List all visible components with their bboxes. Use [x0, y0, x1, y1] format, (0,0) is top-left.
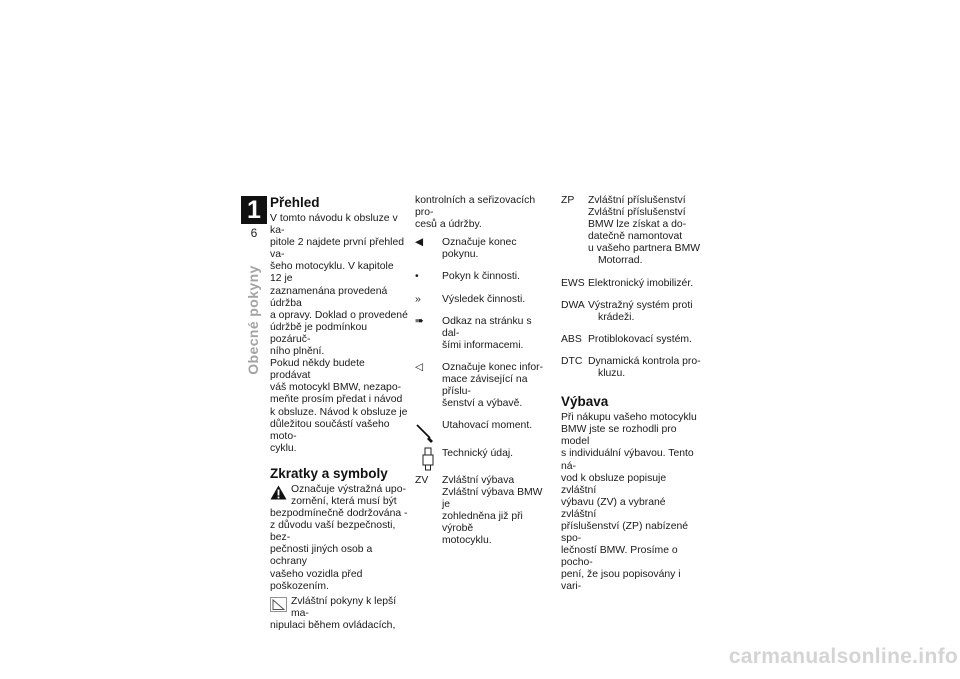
text-line: pečnosti jiných osob a ochrany — [270, 544, 373, 568]
text-line: Zvláštní výbava — [442, 474, 515, 486]
text-line: Utahovací moment. — [442, 420, 533, 432]
text-line: cyklu. — [270, 442, 297, 454]
hint-triangle-icon — [270, 597, 287, 612]
text-line: cesů a údržby. — [415, 219, 482, 231]
abbr-row-ews — [561, 278, 701, 290]
text-line: šími informacemi. — [442, 339, 524, 351]
warning-note — [270, 484, 408, 593]
bullet-icon: • — [415, 271, 419, 283]
text-line: BMW lze získat a do- — [588, 219, 687, 231]
abbr-row-abs — [561, 334, 701, 346]
symbol-row-accessory-end — [415, 362, 550, 410]
abbr-label: EWS — [561, 277, 585, 289]
text-line: bezpodmínečně dodržována - — [270, 508, 408, 520]
accessory-end-icon: ◁ — [415, 361, 423, 373]
text-line: pitole 2 najdete první přehled va- — [270, 237, 405, 261]
text-line: důležitou součástí vašeho moto- — [270, 418, 390, 442]
text-line: motocyklu. — [442, 534, 492, 546]
text-line: Výsledek činnosti. — [442, 293, 526, 305]
equipment-text — [561, 412, 701, 593]
abbr-row-dwa — [561, 300, 701, 324]
text-line: krádeži. — [598, 311, 635, 323]
text-line: s individuální výbavou. Tento ná- — [561, 448, 694, 472]
symbol-row-end-of-section — [415, 237, 550, 261]
text-line: k obsluze. Návod k obsluze je — [270, 406, 408, 418]
heading-overview: Přehled — [270, 195, 320, 210]
heading-abbreviations-symbols: Zkratky a symboly — [270, 465, 388, 481]
abbr-label: DTC — [561, 355, 583, 367]
text-line: zohledněna již při výrobě — [442, 510, 523, 534]
text-line: nipulaci během ovládacích, — [270, 619, 396, 631]
text-line: kontrolních a seřizovacích pro- — [415, 195, 536, 219]
page-reference-arrow-icon: ➠ — [415, 315, 424, 327]
text-line: Zvláštní pokyny k lepší ma- — [291, 595, 397, 619]
text-line: kluzu. — [598, 368, 626, 380]
chapter-number: 1 — [241, 196, 267, 224]
text-line: Motorrad. — [598, 255, 643, 267]
abbr-label: DWA — [561, 299, 585, 311]
text-line: ního plnění. — [270, 346, 325, 358]
text-line: výbavu (ZV) a vybrané zvláštní — [561, 496, 666, 520]
abbr-label: ZV — [415, 474, 429, 486]
hint-note — [270, 596, 408, 632]
abbr-row-zv — [415, 475, 550, 548]
text-line: pení, že jsou popisovány i vari- — [561, 569, 681, 593]
text-line: Pokud někdy budete prodávat — [270, 358, 365, 382]
text-line: údržbě je podmínkou pozáruč- — [270, 321, 368, 345]
warning-triangle-icon — [270, 485, 287, 500]
symbol-row-technical-data — [415, 448, 550, 460]
text-line: šeho motocyklu. V kapitole 12 je — [270, 261, 394, 285]
text-line: příslušenství (ZP) nabízené spo- — [561, 520, 689, 545]
text-line: BMW jste se rozhodli pro model — [561, 424, 677, 448]
text-line: datečně namontovat — [588, 231, 683, 243]
text-line: Zvláštní příslušenství — [588, 207, 686, 219]
chapter-side-title-text: Obecné pokyny — [245, 265, 261, 375]
abbr-row-zp — [561, 195, 701, 268]
text-line: u vašeho partnera BMW — [588, 243, 701, 255]
result-icon: » — [415, 293, 421, 305]
page-number: 6 — [250, 226, 258, 240]
watermark: carmanualsonline.info — [728, 645, 958, 668]
heading-equipment: Výbava — [561, 394, 609, 410]
overview-text — [270, 213, 408, 455]
text-line: zornění, která musí být — [291, 495, 397, 507]
text-line: Zvláštní příslušenství — [588, 195, 686, 206]
chapter-tab — [241, 196, 267, 242]
text-line: Označuje konec pokynu. — [442, 237, 517, 261]
text-line: Dynamická kontrola pro- — [588, 355, 701, 367]
column-2 — [415, 195, 550, 547]
text-line: Označuje výstražná upo- — [291, 483, 406, 495]
text-line: Elektronický imobilizér. — [588, 277, 694, 289]
abbr-label: ZP — [561, 195, 575, 206]
text-line: Označuje konec infor- — [442, 361, 544, 373]
symbol-row-torque — [415, 420, 550, 432]
text-line: Zvláštní výbava BMW je — [442, 486, 543, 510]
text-line: zaznamenána provedená údržba — [270, 285, 388, 309]
text-line: vašeho vozidla před poškozením. — [270, 568, 363, 592]
end-of-section-icon: ◀ — [415, 237, 423, 249]
column-1 — [270, 195, 408, 632]
text-line: V tomto návodu k obsluze v ka- — [270, 213, 398, 237]
column-3 — [561, 195, 701, 594]
text-line: mace závisející na příslu- — [442, 374, 528, 398]
text-line: a opravy. Doklad o provedené — [270, 309, 408, 321]
text-line: meňte prosím předat i návod — [270, 394, 403, 406]
text-line: vod k obsluze popisuje zvláštní — [561, 472, 667, 496]
symbol-row-bullet — [415, 271, 550, 283]
text-line: Protiblokovací systém. — [588, 333, 692, 345]
text-line: Výstražný systém proti — [588, 299, 693, 311]
abbr-row-dtc — [561, 356, 701, 380]
text-line: váš motocykl BMW, nezapo- — [270, 382, 402, 394]
text-line: lečností BMW. Prosíme o pocho- — [561, 545, 678, 569]
text-line: Technický údaj. — [442, 448, 514, 460]
text-line: Pokyn k činnosti. — [442, 271, 520, 283]
text-line: z důvodu vaší bezpečnosti, bez- — [270, 520, 396, 544]
symbol-row-page-reference — [415, 316, 550, 352]
text-line: Při nákupu vašeho motocyklu — [561, 412, 697, 424]
text-line: šenství a výbavě. — [442, 398, 523, 410]
symbol-row-result — [415, 294, 550, 306]
text-line: Odkaz na stránku s dal- — [442, 315, 532, 339]
abbr-label: ABS — [561, 333, 582, 345]
